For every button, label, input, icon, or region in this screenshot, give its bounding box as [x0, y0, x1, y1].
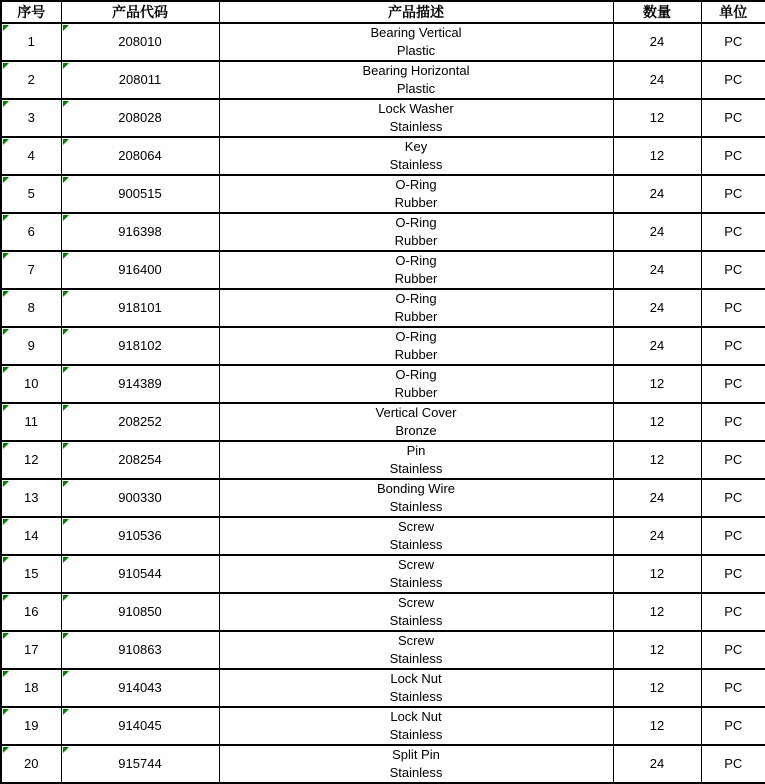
error-indicator-icon [3, 633, 9, 639]
table-row [1, 365, 765, 403]
cell-product-code[interactable] [61, 745, 219, 783]
product-name: Pin [406, 443, 426, 458]
table-row [1, 669, 765, 707]
cell-index[interactable] [1, 669, 61, 707]
quantity-value: 12 [649, 718, 665, 733]
row-index: 8 [27, 300, 35, 315]
unit-value: PC [724, 490, 743, 505]
cell-index[interactable] [1, 251, 61, 289]
row-index: 1 [27, 34, 35, 49]
cell-unit[interactable] [701, 251, 765, 289]
cell-unit[interactable] [701, 365, 765, 403]
product-material: Stainless [389, 157, 443, 172]
product-material: Stainless [389, 575, 443, 590]
cell-index[interactable] [1, 327, 61, 365]
table-row [1, 137, 765, 175]
table-body [1, 23, 765, 783]
table-row [1, 175, 765, 213]
row-index: 4 [27, 148, 35, 163]
cell-product-description[interactable] [219, 479, 613, 517]
cell-product-description[interactable] [219, 289, 613, 327]
cell-index[interactable] [1, 403, 61, 441]
cell-unit[interactable] [701, 745, 765, 783]
cell-quantity[interactable] [613, 631, 701, 669]
cell-product-code[interactable] [61, 517, 219, 555]
cell-unit[interactable] [701, 61, 765, 99]
quantity-value: 12 [649, 642, 665, 657]
cell-index[interactable] [1, 175, 61, 213]
row-index: 12 [24, 452, 39, 467]
cell-product-description[interactable] [219, 61, 613, 99]
row-index: 15 [24, 566, 39, 581]
cell-unit[interactable] [701, 669, 765, 707]
cell-index[interactable] [1, 631, 61, 669]
unit-value: PC [724, 34, 743, 49]
product-name: Vertical Cover [375, 405, 457, 420]
cell-product-description[interactable] [219, 441, 613, 479]
table-row [1, 479, 765, 517]
cell-product-description[interactable] [219, 707, 613, 745]
error-indicator-icon [63, 633, 69, 639]
error-indicator-icon [63, 709, 69, 715]
cell-product-description[interactable] [219, 593, 613, 631]
cell-product-description[interactable] [219, 99, 613, 137]
error-indicator-icon [63, 481, 69, 487]
table-row [1, 555, 765, 593]
error-indicator-icon [63, 253, 69, 259]
table-row [1, 593, 765, 631]
product-name: Screw [397, 595, 435, 610]
cell-quantity[interactable] [613, 61, 701, 99]
cell-quantity[interactable] [613, 251, 701, 289]
product-name: O-Ring [395, 253, 437, 268]
product-name: Screw [397, 633, 435, 648]
product-name: Split Pin [392, 747, 440, 762]
cell-unit[interactable] [701, 479, 765, 517]
unit-value: PC [724, 338, 743, 353]
product-material: Rubber [394, 347, 438, 362]
product-code: 914045 [118, 718, 162, 733]
unit-value: PC [724, 680, 743, 695]
cell-product-code[interactable] [61, 289, 219, 327]
product-code: 916400 [118, 262, 162, 277]
header-row [1, 1, 765, 23]
cell-quantity[interactable] [613, 99, 701, 137]
unit-value: PC [724, 642, 743, 657]
quantity-value: 24 [649, 756, 665, 771]
error-indicator-icon [3, 747, 9, 753]
error-indicator-icon [3, 215, 9, 221]
row-index: 3 [27, 110, 35, 125]
cell-product-description[interactable] [219, 745, 613, 783]
product-name: Screw [397, 557, 435, 572]
cell-quantity[interactable] [613, 175, 701, 213]
quantity-value: 24 [649, 224, 665, 239]
header-cell-unit[interactable]: 单位 [701, 1, 765, 23]
product-code: 900330 [118, 490, 162, 505]
error-indicator-icon [3, 101, 9, 107]
quantity-value: 24 [649, 262, 665, 277]
unit-value: PC [724, 262, 743, 277]
error-indicator-icon [63, 557, 69, 563]
cell-quantity[interactable] [613, 137, 701, 175]
table-row [1, 99, 765, 137]
row-index: 11 [24, 414, 38, 429]
cell-quantity[interactable] [613, 593, 701, 631]
quantity-value: 24 [649, 34, 665, 49]
product-name: Key [404, 139, 428, 154]
product-name: Lock Nut [390, 671, 442, 686]
header-cell-product-code[interactable]: 产品代码 [61, 1, 219, 23]
error-indicator-icon [63, 405, 69, 411]
cell-quantity[interactable] [613, 707, 701, 745]
unit-value: PC [724, 414, 743, 429]
row-index: 14 [24, 528, 39, 543]
cell-unit[interactable] [701, 631, 765, 669]
product-code: 900515 [118, 186, 162, 201]
unit-value: PC [724, 224, 743, 239]
quantity-value: 12 [649, 110, 665, 125]
table-row [1, 289, 765, 327]
quantity-value: 12 [649, 566, 665, 581]
product-material: Stainless [389, 651, 443, 666]
quantity-value: 24 [649, 490, 665, 505]
table-row [1, 403, 765, 441]
row-index: 7 [27, 262, 35, 277]
cell-quantity[interactable] [613, 23, 701, 61]
product-name: Bonding Wire [376, 481, 456, 496]
table-row [1, 517, 765, 555]
cell-quantity[interactable] [613, 289, 701, 327]
product-code: 208252 [118, 414, 162, 429]
product-code: 918102 [118, 338, 162, 353]
table-row [1, 213, 765, 251]
product-material: Stainless [389, 119, 443, 134]
cell-unit[interactable] [701, 403, 765, 441]
error-indicator-icon [63, 519, 69, 525]
quantity-value: 12 [649, 414, 665, 429]
row-index: 6 [27, 224, 35, 239]
error-indicator-icon [3, 481, 9, 487]
table-row [1, 745, 765, 783]
unit-value: PC [724, 604, 743, 619]
header-cell-quantity[interactable]: 数量 [613, 1, 701, 23]
product-material: Rubber [394, 271, 438, 286]
cell-product-description[interactable] [219, 251, 613, 289]
cell-index[interactable] [1, 707, 61, 745]
cell-unit[interactable] [701, 517, 765, 555]
cell-unit[interactable] [701, 289, 765, 327]
cell-product-description[interactable] [219, 365, 613, 403]
cell-quantity[interactable] [613, 555, 701, 593]
unit-value: PC [724, 718, 743, 733]
product-name: O-Ring [395, 177, 437, 192]
cell-quantity[interactable] [613, 365, 701, 403]
product-code: 208011 [118, 72, 162, 87]
cell-unit[interactable] [701, 593, 765, 631]
cell-index[interactable] [1, 517, 61, 555]
row-index: 18 [24, 680, 39, 695]
quantity-value: 12 [649, 376, 665, 391]
error-indicator-icon [63, 443, 69, 449]
cell-index[interactable] [1, 441, 61, 479]
row-index: 19 [24, 718, 39, 733]
product-material: Stainless [389, 727, 443, 742]
cell-quantity[interactable] [613, 745, 701, 783]
cell-product-code[interactable] [61, 593, 219, 631]
product-name: O-Ring [395, 291, 437, 306]
error-indicator-icon [3, 25, 9, 31]
error-indicator-icon [3, 595, 9, 601]
cell-unit[interactable] [701, 707, 765, 745]
product-material: Rubber [394, 195, 438, 210]
unit-value: PC [724, 376, 743, 391]
product-material: Stainless [389, 461, 443, 476]
cell-product-description[interactable] [219, 137, 613, 175]
table-row [1, 327, 765, 365]
quantity-value: 24 [649, 300, 665, 315]
cell-product-code[interactable] [61, 23, 219, 61]
error-indicator-icon [3, 367, 9, 373]
cell-unit[interactable] [701, 327, 765, 365]
unit-value: PC [724, 186, 743, 201]
product-code: 914389 [118, 376, 162, 391]
table-row [1, 251, 765, 289]
error-indicator-icon [63, 177, 69, 183]
error-indicator-icon [3, 329, 9, 335]
cell-product-description[interactable] [219, 213, 613, 251]
product-name: O-Ring [395, 215, 437, 230]
quantity-value: 24 [649, 72, 665, 87]
row-index: 9 [27, 338, 35, 353]
cell-index[interactable] [1, 593, 61, 631]
unit-value: PC [724, 566, 743, 581]
quantity-value: 12 [649, 604, 665, 619]
product-code: 914043 [118, 680, 162, 695]
error-indicator-icon [63, 63, 69, 69]
header-cell-index[interactable]: 序号 [1, 1, 61, 23]
unit-value: PC [724, 452, 743, 467]
product-code: 910850 [118, 604, 162, 619]
cell-unit[interactable] [701, 99, 765, 137]
error-indicator-icon [63, 25, 69, 31]
cell-unit[interactable] [701, 175, 765, 213]
cell-product-code[interactable] [61, 555, 219, 593]
product-code: 910863 [118, 642, 162, 657]
cell-product-code[interactable] [61, 137, 219, 175]
error-indicator-icon [3, 405, 9, 411]
table-row [1, 441, 765, 479]
cell-index[interactable] [1, 213, 61, 251]
product-material: Plastic [396, 81, 436, 96]
product-code: 208064 [118, 148, 162, 163]
product-material: Rubber [394, 385, 438, 400]
error-indicator-icon [3, 557, 9, 563]
cell-index[interactable] [1, 555, 61, 593]
quantity-value: 24 [649, 186, 665, 201]
unit-value: PC [724, 528, 743, 543]
cell-product-description[interactable] [219, 517, 613, 555]
cell-quantity[interactable] [613, 479, 701, 517]
cell-product-code[interactable] [61, 707, 219, 745]
cell-product-description[interactable] [219, 327, 613, 365]
product-name: Bearing Horizontal [362, 63, 470, 78]
cell-quantity[interactable] [613, 213, 701, 251]
product-code: 208254 [118, 452, 162, 467]
cell-product-code[interactable] [61, 669, 219, 707]
product-code: 916398 [118, 224, 162, 239]
product-material: Rubber [394, 233, 438, 248]
product-name: O-Ring [395, 329, 437, 344]
cell-index[interactable] [1, 745, 61, 783]
quantity-value: 24 [649, 528, 665, 543]
product-material: Stainless [389, 765, 443, 780]
cell-product-code[interactable] [61, 251, 219, 289]
error-indicator-icon [63, 595, 69, 601]
cell-unit[interactable] [701, 555, 765, 593]
unit-value: PC [724, 756, 743, 771]
unit-value: PC [724, 148, 743, 163]
error-indicator-icon [63, 671, 69, 677]
product-material: Stainless [389, 499, 443, 514]
product-name: Lock Washer [378, 101, 454, 116]
header-cell-product-description[interactable]: 产品描述 [219, 1, 613, 23]
error-indicator-icon [3, 63, 9, 69]
error-indicator-icon [3, 519, 9, 525]
quantity-value: 12 [649, 148, 665, 163]
cell-index[interactable] [1, 365, 61, 403]
product-code: 918101 [118, 300, 162, 315]
cell-quantity[interactable] [613, 403, 701, 441]
error-indicator-icon [3, 177, 9, 183]
error-indicator-icon [3, 709, 9, 715]
cell-quantity[interactable] [613, 327, 701, 365]
product-code: 910536 [118, 528, 162, 543]
cell-product-code[interactable] [61, 327, 219, 365]
table-row [1, 61, 765, 99]
cell-product-code[interactable] [61, 441, 219, 479]
product-code: 208028 [118, 110, 162, 125]
cell-index[interactable] [1, 61, 61, 99]
product-material: Stainless [389, 689, 443, 704]
cell-product-code[interactable] [61, 479, 219, 517]
product-code: 910544 [118, 566, 162, 581]
cell-product-code[interactable] [61, 365, 219, 403]
row-index: 10 [24, 376, 39, 391]
error-indicator-icon [63, 329, 69, 335]
cell-product-description[interactable] [219, 555, 613, 593]
error-indicator-icon [3, 671, 9, 677]
cell-product-description[interactable] [219, 403, 613, 441]
error-indicator-icon [63, 139, 69, 145]
cell-unit[interactable] [701, 137, 765, 175]
cell-product-description[interactable] [219, 23, 613, 61]
cell-product-code[interactable] [61, 99, 219, 137]
cell-index[interactable] [1, 137, 61, 175]
unit-value: PC [724, 72, 743, 87]
error-indicator-icon [63, 291, 69, 297]
error-indicator-icon [63, 367, 69, 373]
quantity-value: 12 [649, 680, 665, 695]
cell-product-description[interactable] [219, 631, 613, 669]
cell-unit[interactable] [701, 213, 765, 251]
product-name: Screw [397, 519, 435, 534]
product-code: 915744 [118, 756, 162, 771]
cell-product-description[interactable] [219, 175, 613, 213]
product-name: O-Ring [395, 367, 437, 382]
error-indicator-icon [63, 747, 69, 753]
table-row [1, 631, 765, 669]
cell-product-code[interactable] [61, 61, 219, 99]
row-index: 20 [24, 756, 39, 771]
cell-quantity[interactable] [613, 441, 701, 479]
cell-product-code[interactable] [61, 631, 219, 669]
product-material: Bronze [395, 423, 437, 438]
quantity-value: 24 [649, 338, 665, 353]
error-indicator-icon [63, 101, 69, 107]
cell-unit[interactable] [701, 23, 765, 61]
error-indicator-icon [3, 443, 9, 449]
product-material: Rubber [394, 309, 438, 324]
product-material: Stainless [389, 613, 443, 628]
product-name: Bearing Vertical [370, 25, 462, 40]
cell-quantity[interactable] [613, 669, 701, 707]
error-indicator-icon [63, 215, 69, 221]
product-name: Lock Nut [390, 709, 442, 724]
unit-value: PC [724, 300, 743, 315]
cell-index[interactable] [1, 23, 61, 61]
cell-product-description[interactable] [219, 669, 613, 707]
table-row [1, 707, 765, 745]
row-index: 16 [24, 604, 39, 619]
table-header [1, 1, 765, 23]
row-index: 17 [24, 642, 39, 657]
product-material: Plastic [396, 43, 436, 58]
unit-value: PC [724, 110, 743, 125]
cell-product-code[interactable] [61, 403, 219, 441]
cell-product-code[interactable] [61, 213, 219, 251]
quantity-value: 12 [649, 452, 665, 467]
row-index: 2 [27, 72, 35, 87]
cell-index[interactable] [1, 289, 61, 327]
product-code: 208010 [118, 34, 162, 49]
cell-index[interactable] [1, 99, 61, 137]
error-indicator-icon [3, 291, 9, 297]
row-index: 13 [24, 490, 39, 505]
cell-product-code[interactable] [61, 175, 219, 213]
error-indicator-icon [3, 253, 9, 259]
cell-index[interactable] [1, 479, 61, 517]
product-material: Stainless [389, 537, 443, 552]
cell-unit[interactable] [701, 441, 765, 479]
cell-quantity[interactable] [613, 517, 701, 555]
error-indicator-icon [3, 139, 9, 145]
table-row [1, 23, 765, 61]
row-index: 5 [27, 186, 35, 201]
